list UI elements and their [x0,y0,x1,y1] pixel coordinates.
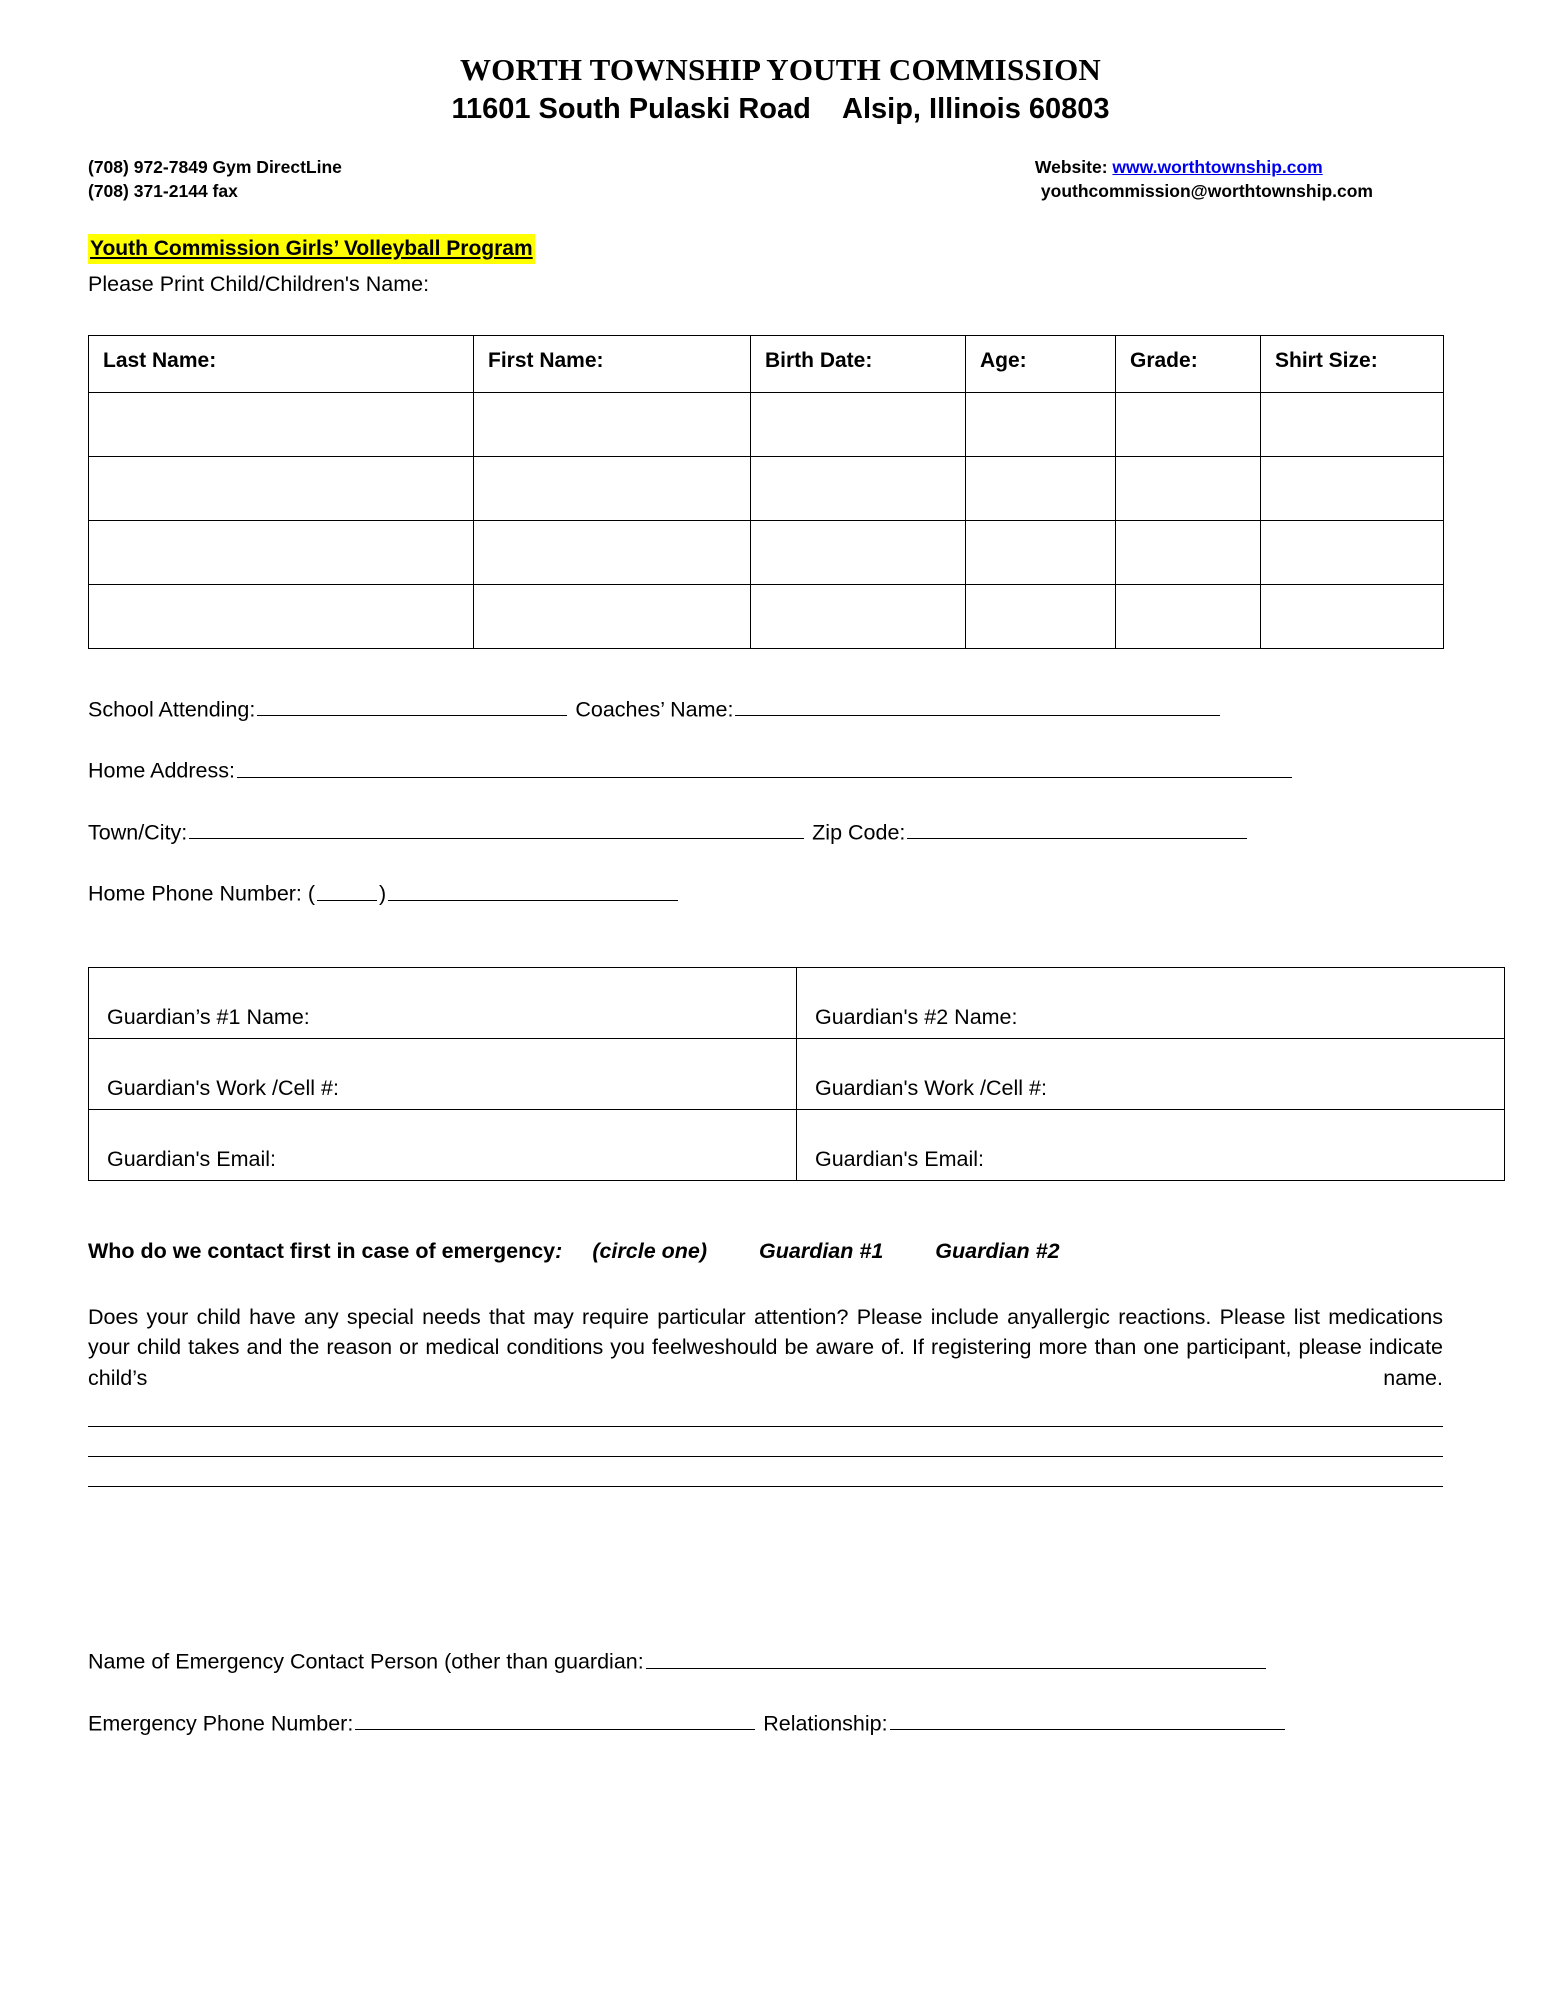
program-title-wrap [88,234,1473,270]
emergency-contact-question [88,1237,1473,1266]
guardian2-work-cell[interactable]: Guardian's Work /Cell #: [797,1038,1505,1109]
organization-title: WORTH TOWNSHIP YOUTH COMMISSION [459,52,1101,87]
home-phone-label: Home Phone Number: ( [88,881,316,906]
relationship-label: Relationship: [763,1711,888,1736]
zip-code-input[interactable] [907,818,1247,839]
school-attending-input[interactable] [257,695,567,716]
emergency-question-colon: : [555,1238,563,1263]
special-needs-answer-lines [88,1397,1473,1487]
cell-grade[interactable] [1116,393,1261,457]
cell-birth-date[interactable] [751,457,966,521]
emergency-option-guardian-1[interactable]: Guardian #1 [759,1238,884,1263]
emergency-phone-label: Emergency Phone Number: [88,1711,354,1736]
email-line: youthcommission@worthtownship.com [1040,181,1373,202]
emergency-contact-name-label: Name of Emergency Contact Person (other than guardian: [88,1649,644,1674]
emergency-option-guardian-2[interactable]: Guardian #2 [935,1238,1060,1263]
column-header-grade: Grade: [1116,336,1261,393]
cell-age[interactable] [966,585,1116,649]
cell-age[interactable] [966,393,1116,457]
cell-birth-date[interactable] [751,393,966,457]
cell-last-name[interactable] [89,585,474,649]
organization-address: 11601 South Pulaski Road Alsip, Illinois 60803 [451,92,1110,125]
home-address-input[interactable] [237,756,1292,777]
guardian1-work-cell[interactable]: Guardian's Work /Cell #: [89,1038,797,1109]
school-attending-label: School Attending: [88,697,256,722]
column-header-age: Age: [966,336,1116,393]
contact-info-row [88,156,1473,203]
cell-age[interactable] [966,457,1116,521]
cell-grade[interactable] [1116,585,1261,649]
cell-last-name[interactable] [89,393,474,457]
school-attending-line [88,695,1473,724]
town-city-line [88,818,1473,847]
participant-table-header-row [89,336,1444,393]
home-phone-paren-close: ) [379,881,387,906]
column-header-birth-date: Birth Date: [751,336,966,393]
guardian2-email-cell[interactable]: Guardian's Email: [797,1109,1505,1180]
home-address-line [88,756,1473,785]
contact-web-block [1035,156,1373,203]
emergency-contact-name-input[interactable] [646,1647,1266,1668]
cell-age[interactable] [966,521,1116,585]
cell-last-name[interactable] [89,521,474,585]
cell-first-name[interactable] [474,457,751,521]
guardian-table [88,967,1505,1181]
emergency-phone-input[interactable] [355,1709,755,1730]
address-fields-block [88,695,1473,909]
answer-line[interactable] [88,1397,1443,1427]
coaches-name-label: Coaches’ Name: [575,697,734,722]
cell-birth-date[interactable] [751,585,966,649]
table-row[interactable] [89,457,1444,521]
cell-shirt-size[interactable] [1261,457,1444,521]
home-phone-line [88,879,1473,908]
special-needs-paragraph: Does your child have any special needs that may require particular attention? Please include anyallergic reactions. Please list medications your child takes and the reason or medical conditions you feelweshould be aware of. If registering more than one participant, please indicate child’s name. [88,1304,1443,1390]
coaches-name-input[interactable] [735,695,1220,716]
guardian2-name-cell[interactable]: Guardian's #2 Name: [797,967,1505,1038]
cell-birth-date[interactable] [751,521,966,585]
home-phone-input[interactable] [388,879,678,900]
emergency-phone-line [88,1709,1473,1738]
contact-phone-block [88,156,342,203]
column-header-shirt-size: Shirt Size: [1261,336,1444,393]
cell-first-name[interactable] [474,521,751,585]
participant-table-body [89,393,1444,649]
home-phone-areacode-input[interactable] [317,879,377,900]
cell-grade[interactable] [1116,457,1261,521]
table-row [89,967,1505,1038]
column-header-first-name: First Name: [474,336,751,393]
emergency-question-text: Who do we contact first in case of emergency [88,1238,556,1263]
town-city-input[interactable] [189,818,804,839]
gym-phone-line: (708) 972-7849 Gym DirectLine [88,157,342,178]
emergency-contact-name-line [88,1647,1473,1676]
emergency-contact-fields [88,1647,1473,1738]
table-row[interactable] [89,393,1444,457]
fax-line: (708) 371-2144 fax [88,181,238,202]
guardian1-name-cell[interactable]: Guardian’s #1 Name: [89,967,797,1038]
table-row[interactable] [89,521,1444,585]
circle-one-instruction: (circle one) [592,1238,708,1263]
website-label: Website: [1034,157,1108,178]
town-city-label: Town/City: [88,820,188,845]
cell-last-name[interactable] [89,457,474,521]
column-header-last-name: Last Name: [89,336,474,393]
table-row [89,1109,1505,1180]
website-line [1035,156,1373,180]
website-link[interactable]: www.worthtownship.com [1112,157,1323,178]
program-title: Youth Commission Girls’ Volleyball Program [88,234,535,264]
table-row[interactable] [89,585,1444,649]
guardian1-email-cell[interactable]: Guardian's Email: [89,1109,797,1180]
cell-shirt-size[interactable] [1261,393,1444,457]
answer-line[interactable] [88,1427,1443,1457]
participant-table [88,335,1444,649]
cell-shirt-size[interactable] [1261,521,1444,585]
zip-code-label: Zip Code: [812,820,906,845]
cell-first-name[interactable] [474,585,751,649]
answer-line[interactable] [88,1457,1443,1487]
print-name-instruction: Please Print Child/Children's Name: [88,271,430,296]
table-row [89,1038,1505,1109]
home-address-label: Home Address: [88,758,235,783]
cell-shirt-size[interactable] [1261,585,1444,649]
cell-grade[interactable] [1116,521,1261,585]
cell-first-name[interactable] [474,393,751,457]
relationship-input[interactable] [890,1709,1285,1730]
